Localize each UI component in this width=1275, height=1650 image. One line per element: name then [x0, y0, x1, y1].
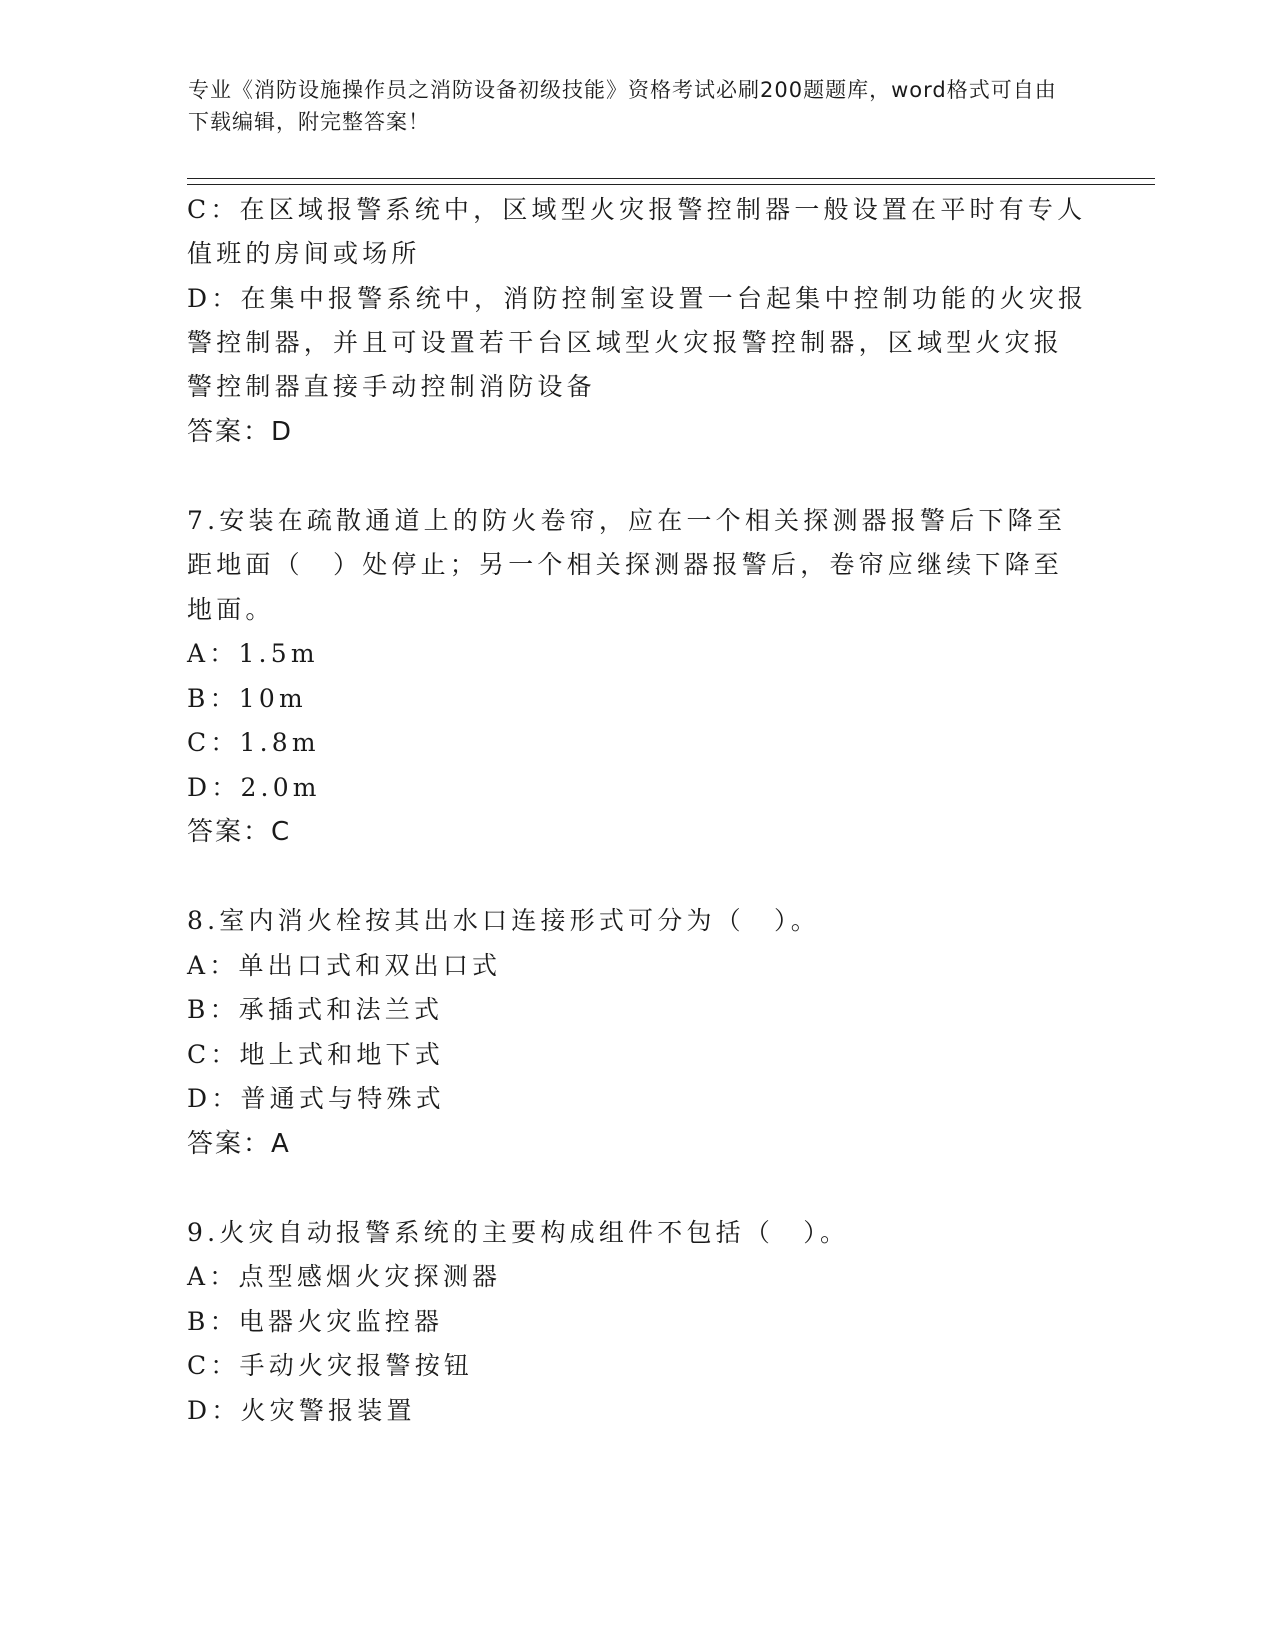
q8-stem: 8.室内消火栓按其出水口连接形式可分为（ ）。 — [187, 906, 820, 935]
q7-stem-line2: 距地面（ ）处停止；另一个相关探测器报警后，卷帘应继续下降至 — [187, 550, 1064, 579]
q7-option-c: C：1.8m — [187, 728, 320, 757]
q7-answer: 答案：C — [187, 817, 292, 847]
header-divider-bottom — [187, 184, 1155, 185]
q6-option-d-line2: 警控制器，并且可设置若干台区域型火灾报警控制器，区域型火灾报 — [187, 328, 1064, 357]
q6-option-c-line1: C：在区域报警系统中，区域型火灾报警控制器一般设置在平时有专人 — [187, 195, 1087, 224]
q8-answer: 答案：A — [187, 1129, 291, 1159]
q6-option-d-line3: 警控制器直接手动控制消防设备 — [187, 372, 596, 401]
q7-option-b: B：10m — [187, 684, 307, 713]
q7-stem-line1: 7.安装在疏散通道上的防火卷帘，应在一个相关探测器报警后下降至 — [187, 506, 1067, 535]
q9-option-c: C：手动火灾报警按钮 — [187, 1351, 474, 1380]
q7-stem-line3: 地面。 — [187, 595, 275, 624]
q6-option-c-line2: 值班的房间或场所 — [187, 239, 421, 268]
q6-option-d-line1: D：在集中报警系统中，消防控制室设置一台起集中控制功能的火灾报 — [187, 284, 1088, 313]
header-divider-top — [187, 178, 1155, 179]
q6-answer: 答案：D — [187, 417, 294, 447]
q9-stem: 9.火灾自动报警系统的主要构成组件不包括（ ）。 — [187, 1218, 850, 1247]
q9-option-a: A：点型感烟火灾探测器 — [187, 1262, 502, 1291]
q9-option-b: B：电器火灾监控器 — [187, 1307, 444, 1336]
q8-option-a: A：单出口式和双出口式 — [187, 951, 502, 980]
q8-option-b: B：承插式和法兰式 — [187, 995, 444, 1024]
q9-option-d: D：火灾警报装置 — [187, 1396, 416, 1425]
q7-option-d: D：2.0m — [187, 773, 321, 802]
q8-option-c: C：地上式和地下式 — [187, 1040, 444, 1069]
document-header: 专业《消防设施操作员之消防设备初级技能》资格考试必刷200题题库，word格式可自由下载编辑，附完整答案！ — [188, 78, 1057, 134]
q7-option-a: A：1.5m — [187, 639, 319, 668]
q8-option-d: D：普通式与特殊式 — [187, 1084, 445, 1113]
